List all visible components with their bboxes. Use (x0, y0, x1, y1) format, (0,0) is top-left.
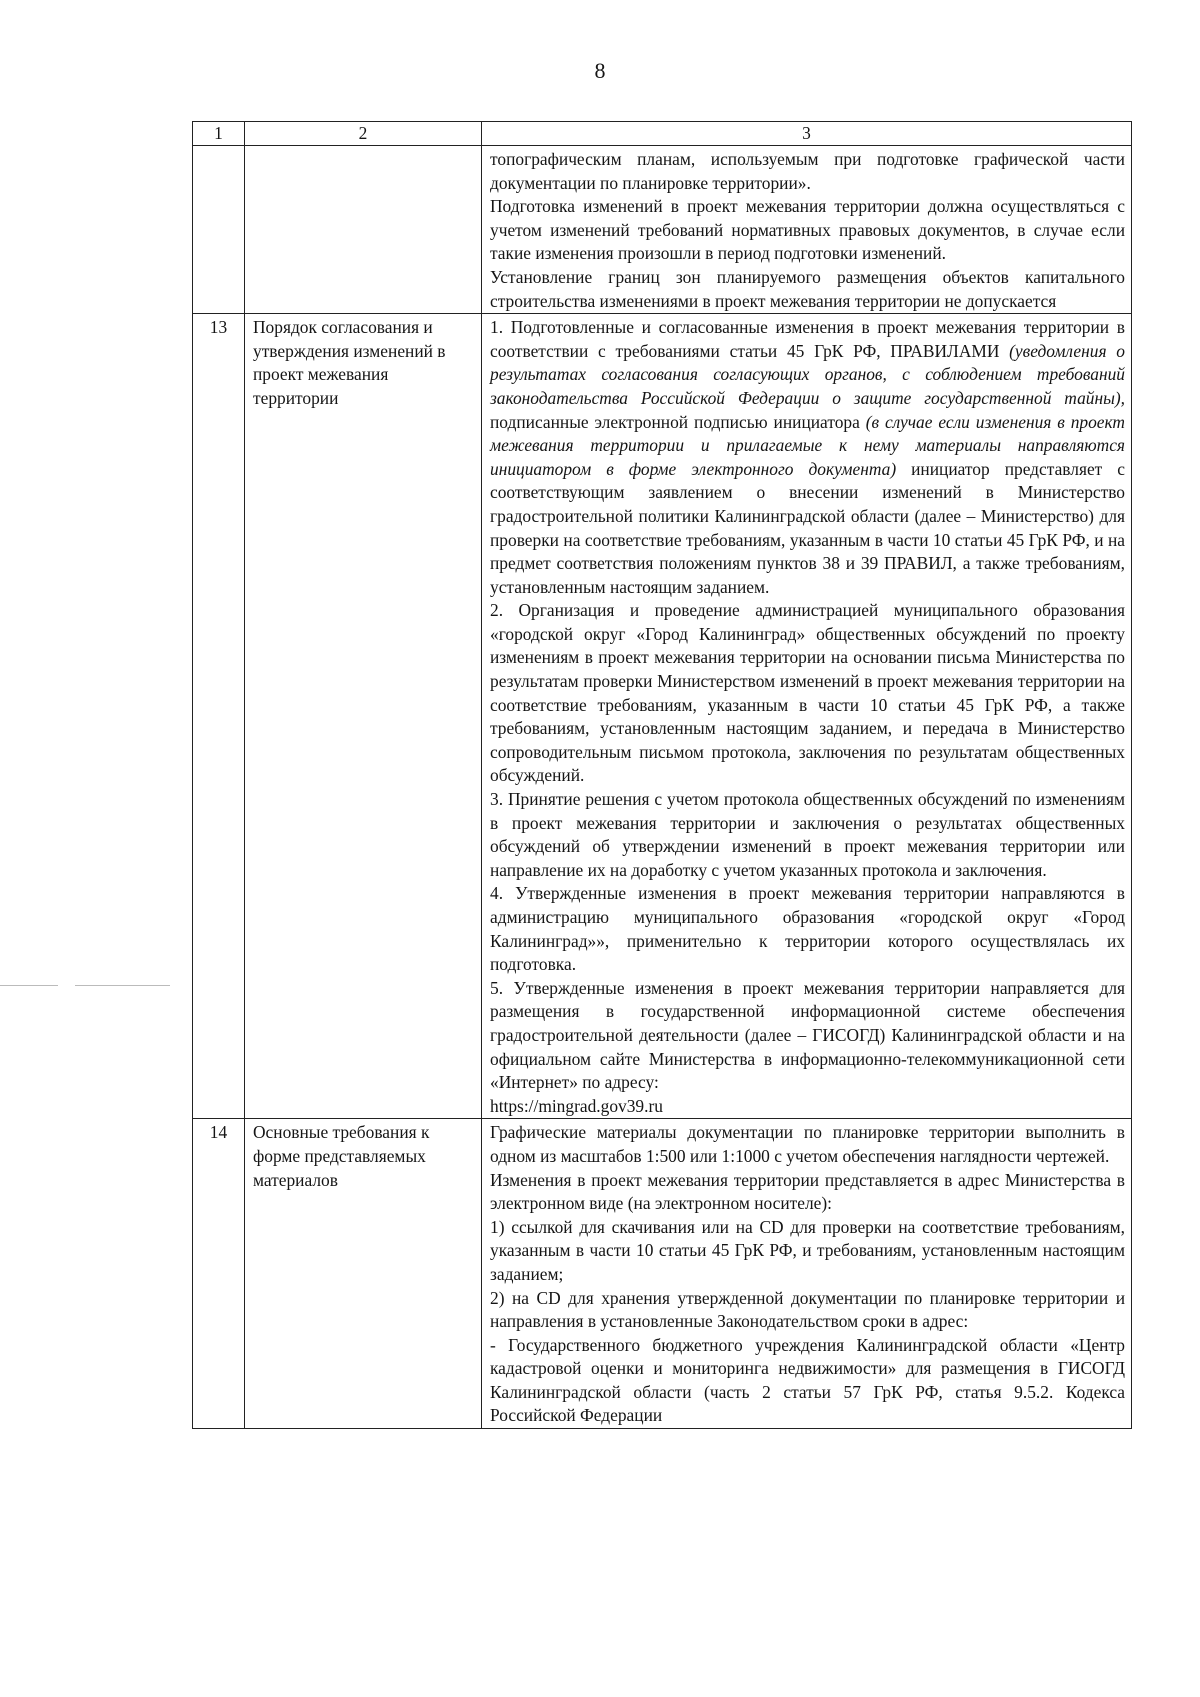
paragraph: - Государственного бюджетного учреждения Калининградской области «Центр кадастровой оценки и мониторинга недвижимости» для размещения в ГИСОГД Калининградской области (часть 2 статьи 57 ГрК РФ, статья 9.5.2. Кодекса Российской Федерации (490, 1334, 1125, 1426)
table-row-13 (193, 314, 1132, 1119)
paragraph-1 (490, 316, 1125, 599)
paragraph: 1) ссылкой для скачивания или на CD для проверки на соответствие требованиям, указанным в части 10 статьи 45 ГрК РФ, и требованиям, установленным настоящим заданием; (490, 1216, 1125, 1284)
row-item-name: Порядок согласования и утверждения изменений в проект межевания территории (245, 314, 482, 1119)
requirements-table (192, 121, 1132, 1429)
paragraph-5: 5. Утвержденные изменения в проект межевания территории направляется для размещения в государственной информационной системе обеспечения градостроительной деятельности (далее – ГИСОГД) Калининградской области и на официальном сайте Министерства в информационно-телекоммуникационной сети «Интернет» по адресу: (490, 977, 1125, 1093)
paragraph: 2) на CD для хранения утвержденной документации по планировке территории и направления в установленные Законодательством сроки в адрес: (490, 1287, 1125, 1332)
paragraph-text: подписанные электронной подписью инициатора (490, 411, 866, 432)
scan-artifact-line (0, 985, 58, 986)
paragraph: Графические материалы документации по планировке территории выполнить в одном из масштабов 1:500 или 1:1000 с учетом обеспечения наглядности чертежей. (490, 1122, 1125, 1166)
row-item-name: Основные требования к форме представляемых материалов (245, 1119, 482, 1429)
paragraph: Изменения в проект межевания территории представляется в адрес Министерства в электронном виде (на электронном носителе): (490, 1169, 1125, 1214)
paragraph: топографическим планам, используемым при подготовке графической части документации по планировке территории». (490, 149, 1125, 193)
paragraph-3: 3. Принятие решения с учетом протокола общественных обсуждений по изменениям в проект межевания территории и заключения о результатах общественных обсуждений об утверждении изменений в проект межевания территории или направление их на доработку с учетом указанных протокола и заключения. (490, 789, 1125, 880)
paragraph: Установление границ зон планируемого размещения объектов капитального строительства изменениями в проект межевания территории не допускается (490, 266, 1125, 311)
website-link[interactable]: https://mingrad.gov39.ru (490, 1095, 663, 1116)
row-content (482, 1119, 1132, 1429)
italic-note: (уведомления о результатах согласования согласующих органов, с соблюдением требований законодательства Российской Федерации о защите государственной тайны), (490, 340, 1125, 408)
paragraph: Подготовка изменений в проект межевания территории должна осуществляться с учетом изменений требований нормативных правовых документов, в случае если такие изменения произошли в период подготовки изменений. (490, 196, 1125, 264)
row-number (193, 146, 245, 314)
row-item-name (245, 146, 482, 314)
paragraph-text: 1. Подготовленные и согласованные изменения в проект межевания территории в соответствии с требованиями статьи 45 ГрК РФ, ПРАВИЛАМИ (490, 317, 1125, 361)
table-header-row (193, 122, 1132, 146)
column-header-number: 1 (193, 122, 245, 146)
paragraph-text: инициатор представляет с соответствующим заявлением о внесении изменений в Министерство градостроительной политики Калининградской области (далее – Министерство) для проверки на соответствие требованиям, указанным в части 10 статьи 45 ГрК РФ, и на предмет соответствия положениям пунктов 38 и 39 ПРАВИЛ, а также требованиям, установленным настоящим заданием. (490, 458, 1125, 597)
italic-note: (в случае если изменения в проект межевания территории и прилагаемые к нему материалы направляются инициатором в форме электронного документа) (490, 411, 1125, 479)
page-number: 8 (594, 58, 606, 83)
column-header-item: 2 (245, 122, 482, 146)
row-number: 14 (193, 1119, 245, 1429)
column-header-content: 3 (482, 122, 1132, 146)
paragraph-4: 4. Утвержденные изменения в проект межевания территории направляются в администрацию муниципального образования «городской округ «Город Калининград»», применительно к территории которого осуществлялась их подготовка. (490, 883, 1125, 975)
row-number: 13 (193, 314, 245, 1119)
row-content (482, 146, 1132, 314)
row-content (482, 314, 1132, 1119)
table-row-continuation (193, 146, 1132, 314)
paragraph-2: 2. Организация и проведение администрацией муниципального образования «городской округ «Город Калининград» общественных обсуждений по проекту изменениям в проект межевания территории на основании письма Министерства по результатам проверки Министерством изменений в проект межевания территории на соответствие требованиям, указанным в части 10 статьи 45 ГрК РФ, а также требованиям, установленным настоящим заданием, и передача в Министерство сопроводительным письмом протокола, заключения по результатам общественных обсуждений. (490, 600, 1125, 786)
scan-artifact-line (75, 985, 170, 986)
table-row-14 (193, 1119, 1132, 1429)
